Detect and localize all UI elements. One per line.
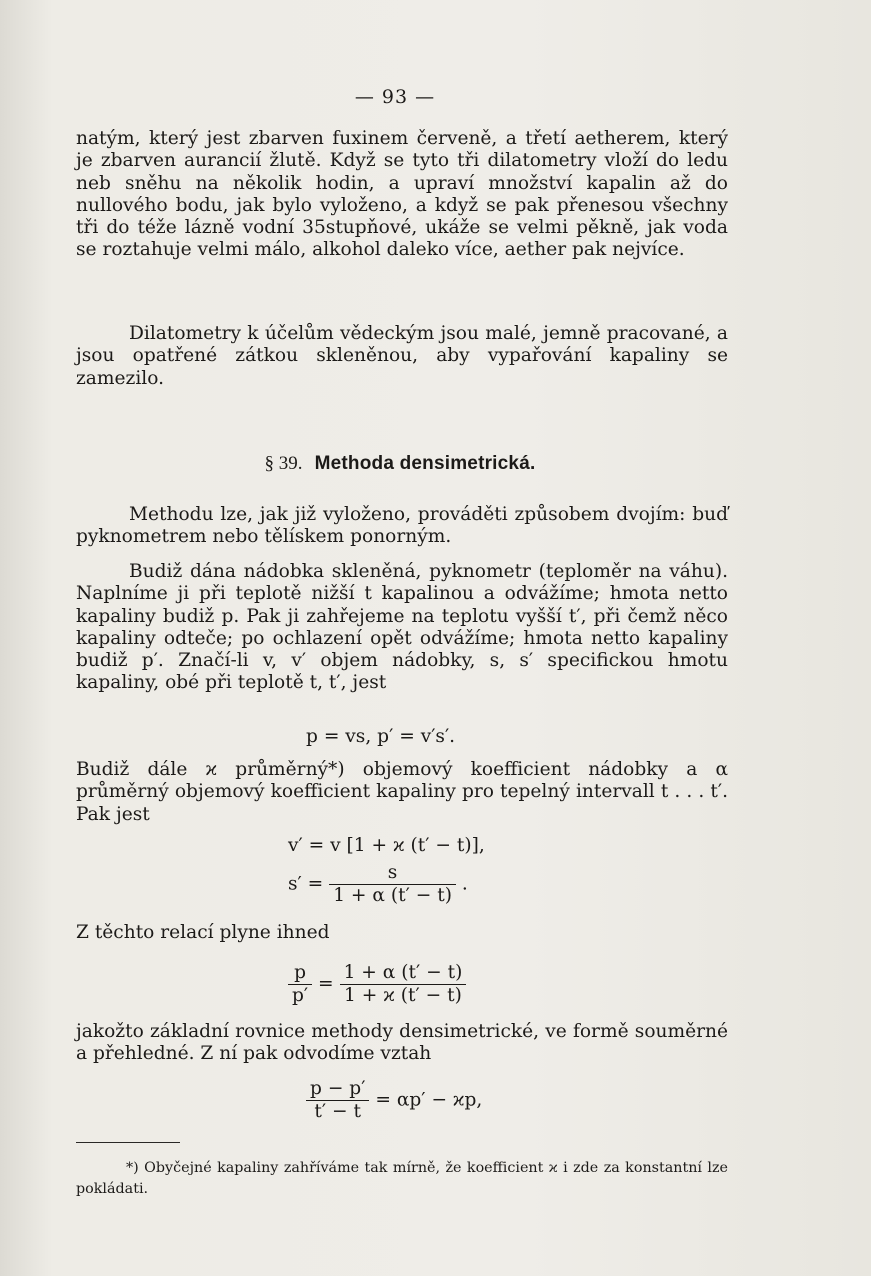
equation-relation-left xyxy=(306,1078,369,1123)
section-number: § 39. xyxy=(264,453,303,474)
equation-mass: p = vs, p′ = v′s′. xyxy=(306,726,456,747)
equation-ratio-left xyxy=(288,962,312,1007)
fraction-numerator: s xyxy=(387,862,398,883)
paragraph-relations: Z těchto relací plyne ihned xyxy=(76,922,330,943)
equation-density xyxy=(288,862,468,907)
equation-density-lhs: s′ = xyxy=(288,873,324,895)
footnote: *) Obyčejné kapaliny zahříváme tak mírně, že koefficient ϰ i zde za konstantní lze pokládati. xyxy=(76,1160,728,1197)
section-heading xyxy=(0,452,800,475)
paragraph-continued: natým, který jest zbarven fuxinem červeně, a třetí aetherem, který je zbarven aurancií žlutě. Když se tyto tři dilatometry vloží do ledu neb sněhu na několik hodin, a upraví množství kapalin až do nullového bodu, jak bylo vyloženo, a když se pak přenesou všechny tři do téže lázně vodní 35stupňové, ukáže se velmi pěkně, jak voda se roztahuje velmi málo, alkohol daleko více, aether pak nejvíce. xyxy=(76,128,728,261)
fraction-numerator: p − p′ xyxy=(310,1078,366,1099)
fraction-numerator: 1 + α (t′ − t) xyxy=(343,962,463,983)
page-number: — 93 — xyxy=(354,86,436,108)
section-title: Methoda densimetrická. xyxy=(314,453,536,474)
fraction-denominator: 1 + α (t′ − t) xyxy=(329,884,456,907)
fraction-denominator: t′ − t xyxy=(306,1100,369,1123)
equation-volume: v′ = v [1 + ϰ (t′ − t)], xyxy=(288,835,485,856)
equation-relation-rhs: = αp′ − ϰp, xyxy=(375,1089,483,1111)
equation-relation xyxy=(306,1078,482,1123)
fraction-numerator: p xyxy=(294,962,307,983)
equation-ratio-right xyxy=(340,962,467,1007)
paragraph-method-intro: Methodu lze, jak již vyloženo, prováděti způsobem dvojím: buď pyknometrem nebo tělískem ponorným. xyxy=(76,504,728,548)
fraction-denominator: 1 + ϰ (t′ − t) xyxy=(340,984,467,1007)
paragraph-dilatometry: Dilatometry k účelům vědeckým jsou malé, jemně pracované, a jsou opatřené zátkou skleněnou, aby vypařování kapaliny se zamezilo. xyxy=(76,323,728,389)
equation-density-end: . xyxy=(461,873,468,895)
footnote-rule xyxy=(76,1142,180,1143)
equals-sign: = xyxy=(318,973,334,995)
paragraph-coefficients: Budiž dále ϰ průměrný*) objemový koefficient nádobky a α průměrný objemový koefficient kapaliny pro tepelný intervall t . . . t′. Pak jest xyxy=(76,759,728,825)
equation-density-fraction xyxy=(329,862,456,907)
fraction-denominator: p′ xyxy=(288,984,312,1007)
equation-ratio xyxy=(288,962,466,1007)
paragraph-basic-equation: jakožto základní rovnice methody densimetrické, ve formě souměrné a přehledné. Z ní pak odvodíme vztah xyxy=(76,1021,728,1065)
paragraph-pyknometer: Budiž dána nádobka skleněná, pyknometr (teploměr na váhu). Naplníme ji při teplotě nižší t kapalinou a odvážíme; hmota netto kapaliny budiž p. Pak ji zahřejeme na teplotu vyšší t′, při čemž něco kapaliny odteče; po ochlazení opět odvážíme; hmota netto kapaliny budiž p′. Značí-li v, v′ objem nádobky, s, s′ specifickou hmotu kapaliny, obé při teplotě t, t′, jest xyxy=(76,561,728,694)
